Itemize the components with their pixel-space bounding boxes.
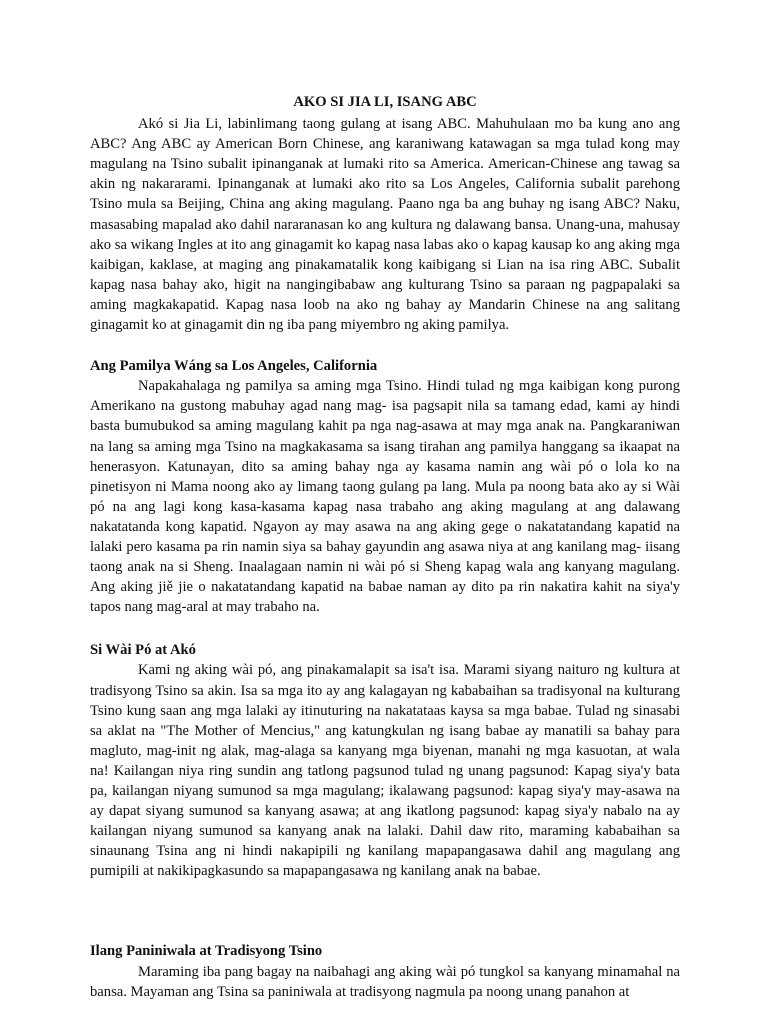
- section-spacer: [90, 881, 680, 941]
- section-paragraph-wai-po: Kami ng aking wài pó, ang pinakamalapit sa isa't isa. Marami siyang naituro ng kultura at tradisyong Tsino sa akin. Isa sa mga ito ay ang kalagayan ng kababaihan sa tradisyonal na kulturang Tsino kung saan ang mga lalaki ay itinuturing na nakatataas kaysa sa mga babae. Tulad ng sinasabi sa aklat na "The Mother of Mencius," ang katungkulan ng isang babae ay manatili sa bahay para magluto, mag-init ng alak, mag-alaga sa kanyang mga biyenan, manahi ng mga kasuotan, at wala na! Kailangan niya ring sundin ang tatlong pagsunod tulad ng unang pagsunod: Kapag siya'y bata pa, kailangan niyang sumunod sa mga magulang; ikalawang pagsunod: kapag siya'y may-asawa na ay dapat siyang sumunod sa kanyang asawa; at ang ikatlong pagsunod: kapag siya'y nabalo na ay kailangan niyang sumunod sa kanyang anak na lalaki. Dahil daw rito, maraming kababaihan sa sinaunang Tsina ang ni hindi nakapipili ng kanilang mapapangasawa dahil ang magulang ang pumipili at nakikipagkasundo sa mapapangasawa ng kanilang anak na babae.: [90, 662, 680, 880]
- section-heading-pamilya: Ang Pamilya Wáng sa Los Angeles, California: [90, 358, 378, 375]
- section-heading-wai-po: Si Wài Pó at Akó: [90, 642, 196, 659]
- section-heading-paniniwala: Ilang Paniniwala at Tradisyong Tsino: [90, 943, 323, 960]
- section-spacer: [90, 617, 680, 640]
- document-page: [90, 92, 680, 1002]
- intro-paragraph: Akó si Jia Li, labinlimang taong gulang at isang ABC. Mahuhulaan mo ba kung ano ang ABC? Ang ABC ay American Born Chinese, ang karaniwang katawagan sa mga tulad kong may magulang na Tsino subalit ipinanganak at lumaki rito sa America. American-Chinese ang tawag sa akin ng nakararami. Ipinanganak at lumaki ako rito sa Los Angeles, California subalit parehong Tsino mula sa Beijing, China ang aking magulang. Paano nga ba ang buhay ng isang ABC? Naku, masasabing mapalad ako dahil nararanasan ko ang kultura ng dalawang bansa. Unang-una, mahusay ako sa wikang Ingles at ito ang ginagamit ko kapag nasa labas ako o kapag kausap ko ang aking mga kaibigan, kaklase, at maging ang pinakamatalik kong kaibigang si Lian na isa ring ABC. Subalit kapag nasa bahay ako, higit na nangingibabaw ang kulturang Tsino sa paraan ng pagpapalaki sa aming magkakapatid. Kapag nasa loob na ako ng bahay ay Mandarin Chinese na ang salitang ginagamit ko at ginagamit din ng iba pang miyembro ng aking pamilya.: [90, 116, 680, 334]
- section-spacer: [90, 335, 680, 356]
- section-paragraph-paniniwala: Maraming iba pang bagay na naibahagi ang aking wài pó tungkol sa kanyang minamahal na bansa. Mayaman ang Tsina sa paniniwala at tradisyong nagmula pa noong unang panahon at: [90, 963, 680, 1000]
- document-title: AKO SI JIA LI, ISANG ABC: [293, 94, 477, 110]
- section-paragraph-pamilya: Napakahalaga ng pamilya sa aming mga Tsino. Hindi tulad ng mga kaibigan kong purong Amerikano na gustong mabuhay agad nang mag- isa pagsapit nila sa tamang edad, kami ay hindi basta bumubukod sa aming magulang kahit pa nga nag-asawa at may mga anak na. Pangkaraniwan na lang sa aming mga Tsino na magkakasama sa isang tirahan ang pamilya hanggang sa ikaapat na henerasyon. Katunayan, dito sa aming bahay nga ay kasama namin ang wài pó o lola ko na pinetisyon ni Mama noong ako ay limang taong gulang pa lang. Mula pa noong bata ako ay si Wài pó na ang lagi kong kasa-kasama kapag nasa trabaho ang aking magulang at ang dalawang nakatatanda kong kapatid. Ngayon ay may asawa na ang aking gege o nakatatandang kapatid na lalaki pero kasama pa rin namin siya sa bahay gayundin ang asawa niya at ang kanilang mag- iisang taong anak na si Sheng. Inaalagaan namin ni wài pó si Sheng kapag wala ang kanyang magulang. Ang aking jiě jie o nakatatandang kapatid na babae naman ay dito pa rin nakatira kahit na siya'y tapos nang mag-aral at may trabaho na.: [90, 378, 680, 616]
